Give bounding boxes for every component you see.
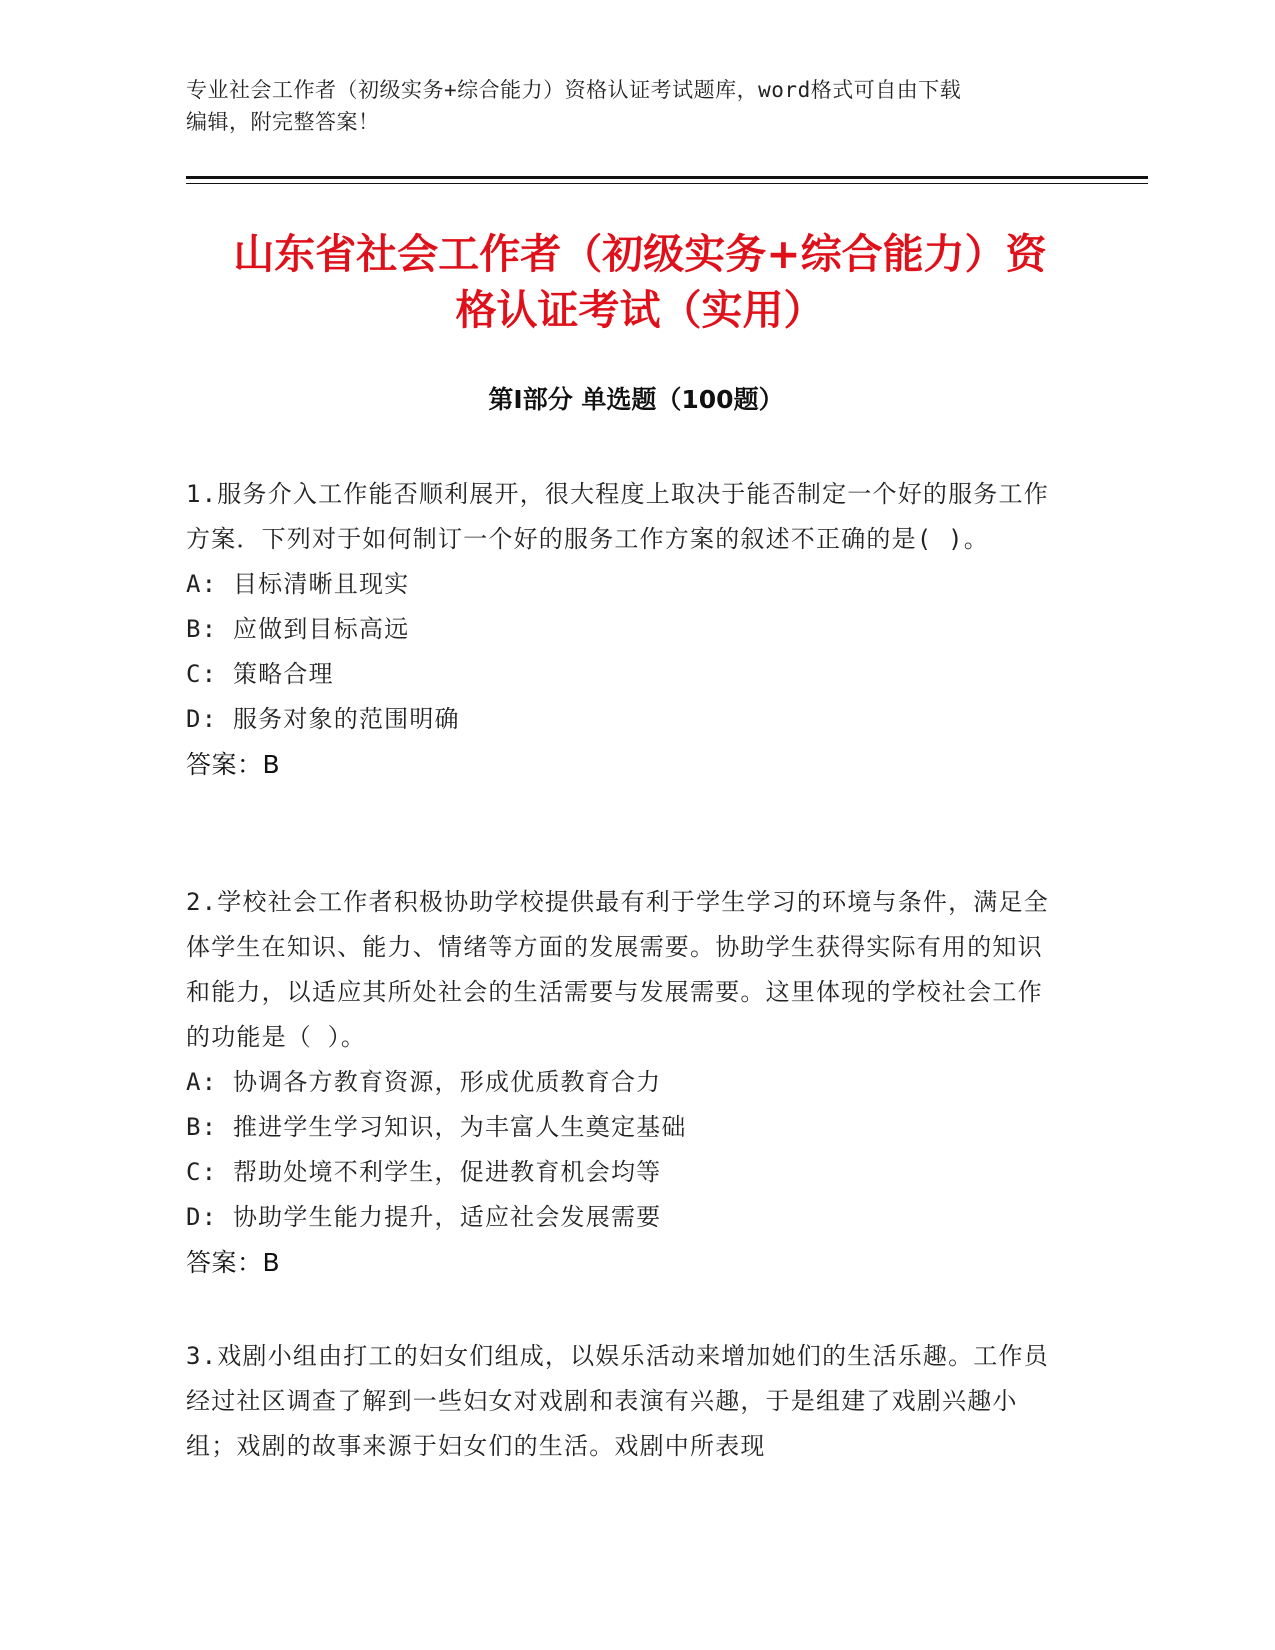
document-title	[160, 226, 1120, 338]
header-divider-thick	[186, 176, 1148, 179]
option-d: D: 服务对象的范围明确	[186, 705, 460, 733]
option-b: B: 应做到目标高远	[186, 615, 410, 643]
document-title-line1: 山东省社会工作者（初级实务+综合能力）资	[233, 230, 1047, 278]
header-note-line2: 编辑，附完整答案！	[186, 110, 380, 134]
header-note-line1: 专业社会工作者（初级实务+综合能力）资格认证考试题库，word格式可自由下载	[186, 78, 962, 102]
question-stem: 2.学校社会工作者积极协助学校提供最有利于学生学习的环境与条件，满足全体学生在知识、能力、情绪等方面的发展需要。协助学生获得实际有用的知识和能力，以适应其所处社会的生活需要与发展需要。这里体现的学校社会工作的功能是（ ）。	[186, 888, 1049, 1051]
answer-label: 答案：B	[186, 1248, 281, 1277]
option-a: A: 目标清晰且现实	[186, 570, 410, 598]
question-stem: 1.服务介入工作能否顺利展开，很大程度上取决于能否制定一个好的服务工作方案．下列对于如何制订一个好的服务工作方案的叙述不正确的是( )。	[186, 480, 1049, 553]
header-divider-thin	[186, 183, 1148, 184]
option-d: D: 协助学生能力提升，适应社会发展需要	[186, 1203, 662, 1231]
answer-label: 答案：B	[186, 750, 281, 779]
option-b: B: 推进学生学习知识，为丰富人生奠定基础	[186, 1113, 687, 1141]
question-1	[186, 472, 1066, 787]
section-title: 第Ⅰ部分 单选题（100题）	[488, 385, 784, 414]
document-title-line2: 格认证考试（实用）	[455, 286, 825, 334]
option-c: C: 策略合理	[186, 660, 334, 688]
option-a: A: 协调各方教育资源，形成优质教育合力	[186, 1068, 662, 1096]
header-note	[186, 74, 1066, 138]
question-stem: 3.戏剧小组由打工的妇女们组成，以娱乐活动来增加她们的生活乐趣。工作员经过社区调查了解到一些妇女对戏剧和表演有兴趣，于是组建了戏剧兴趣小组；戏剧的故事来源于妇女们的生活。戏剧中所表现	[186, 1342, 1049, 1460]
option-c: C: 帮助处境不利学生，促进教育机会均等	[186, 1158, 662, 1186]
question-2	[186, 880, 1066, 1285]
question-3	[186, 1334, 1066, 1469]
